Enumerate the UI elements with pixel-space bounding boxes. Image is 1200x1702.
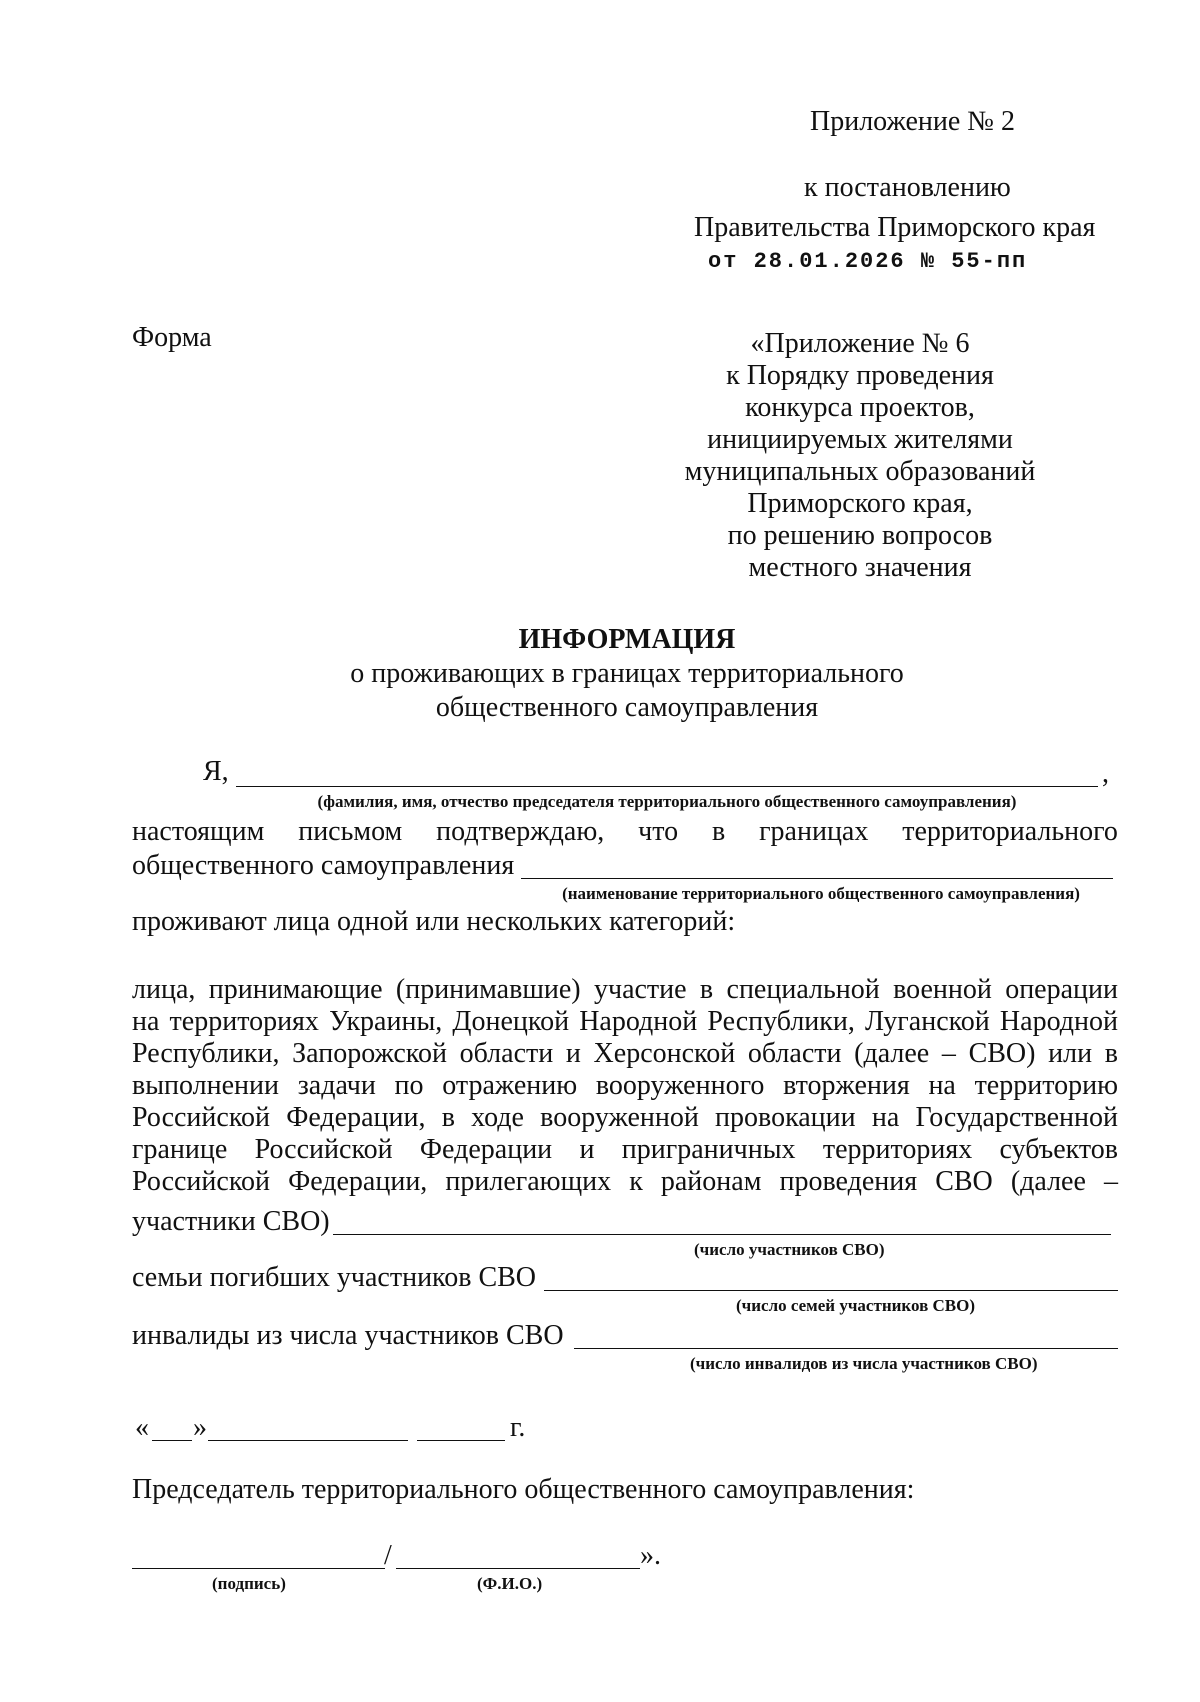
signature-caption: (подпись) [212, 1574, 286, 1593]
live-line: проживают лица одной или нескольких категорий: [132, 906, 736, 937]
category-line: Республики, Запорожской области и Херсонской области (далее – СВО) или в [132, 1038, 1118, 1069]
fio-field[interactable] [396, 1568, 640, 1569]
signature-field[interactable] [132, 1568, 385, 1569]
participants-label: участники СВО) [132, 1206, 330, 1237]
inner-appendix-line: инициируемых жителями [707, 424, 1013, 455]
to-decree-text: к постановлению [804, 172, 1011, 203]
category-line: Российской Федерации, в ходе вооруженной провокации на Государственной [132, 1102, 1118, 1133]
disabled-label: инвалиды из числа участников СВО [132, 1320, 564, 1351]
date-year-field[interactable] [417, 1440, 505, 1441]
tos-name-field[interactable] [521, 878, 1113, 879]
disabled-count-field[interactable] [574, 1348, 1118, 1349]
date-month-field[interactable] [208, 1440, 408, 1441]
inner-appendix-line: местного значения [748, 552, 972, 583]
category-paragraph [132, 974, 1118, 1198]
year-suffix: г. [510, 1412, 526, 1443]
category-line: выполнении задачи по отражению вооруженного вторжения на территорию [132, 1070, 1118, 1101]
i-suffix: , [1102, 758, 1109, 789]
appendix-number: Приложение № 2 [810, 106, 1015, 137]
category-line: на территориях Украины, Донецкой Народной Республики, Луганской Народной [132, 1006, 1118, 1037]
date-open-quote: « [135, 1412, 149, 1443]
document-subtitle-1: о проживающих в границах территориального [350, 658, 904, 689]
inner-appendix-line: по решению вопросов [727, 520, 993, 551]
confirm-word: территориального [902, 816, 1118, 847]
document-title: ИНФОРМАЦИЯ [518, 624, 736, 655]
inner-appendix-line: «Приложение № 6 [750, 328, 970, 359]
inner-appendix-block [660, 328, 1060, 584]
signature-slash: / [384, 1540, 392, 1571]
confirm-word: настоящим [132, 816, 265, 847]
inner-appendix-line: муниципальных образований [684, 456, 1036, 487]
date-close-quote: » [193, 1412, 207, 1443]
confirm-line [132, 816, 1118, 848]
inner-appendix-line: Приморского края, [747, 488, 973, 519]
families-label: семьи погибших участников СВО [132, 1262, 537, 1293]
tos-prefix: общественного самоуправления [132, 850, 515, 881]
signature-end: ». [640, 1540, 661, 1571]
confirm-word: границах [759, 816, 869, 847]
participants-count-field[interactable] [333, 1234, 1111, 1235]
inner-appendix-line: конкурса проектов, [745, 392, 975, 423]
form-label: Форма [132, 322, 212, 353]
inner-appendix-line: к Порядку проведения [726, 360, 994, 391]
category-line: границе Российской Федерации и приграничных территориях субъектов [132, 1134, 1118, 1165]
decree-date-number: от 28.01.2026 № 55-пп [708, 249, 1028, 274]
fio-caption: (Ф.И.О.) [477, 1574, 543, 1593]
category-line: лица, принимающие (принимавшие) участие в специальной военной операции [132, 974, 1118, 1005]
i-prefix: Я, [203, 756, 229, 787]
government-text: Правительства Приморского края [694, 212, 1096, 243]
confirm-word: письмом [298, 816, 403, 847]
date-day-field[interactable] [152, 1440, 192, 1441]
confirm-word: подтверждаю, [436, 816, 605, 847]
families-count-field[interactable] [544, 1290, 1118, 1291]
disabled-caption: (число инвалидов из числа участников СВО) [690, 1354, 1038, 1373]
chairman-name-field[interactable] [236, 786, 1098, 787]
confirm-word: что [638, 816, 679, 847]
document-subtitle-2: общественного самоуправления [435, 692, 819, 723]
confirm-word: в [711, 816, 726, 847]
participants-caption: (число участников СВО) [694, 1240, 885, 1259]
chairman-name-caption: (фамилия, имя, отчество председателя территориального общественного самоуправления) [317, 792, 1017, 811]
category-line: Российской Федерации, прилегающих к районам проведения СВО (далее – [132, 1166, 1118, 1197]
chairman-label: Председатель территориального общественного самоуправления: [132, 1474, 915, 1505]
tos-name-caption: (наименование территориального общественного самоуправления) [562, 884, 1080, 903]
families-caption: (число семей участников СВО) [736, 1296, 975, 1315]
